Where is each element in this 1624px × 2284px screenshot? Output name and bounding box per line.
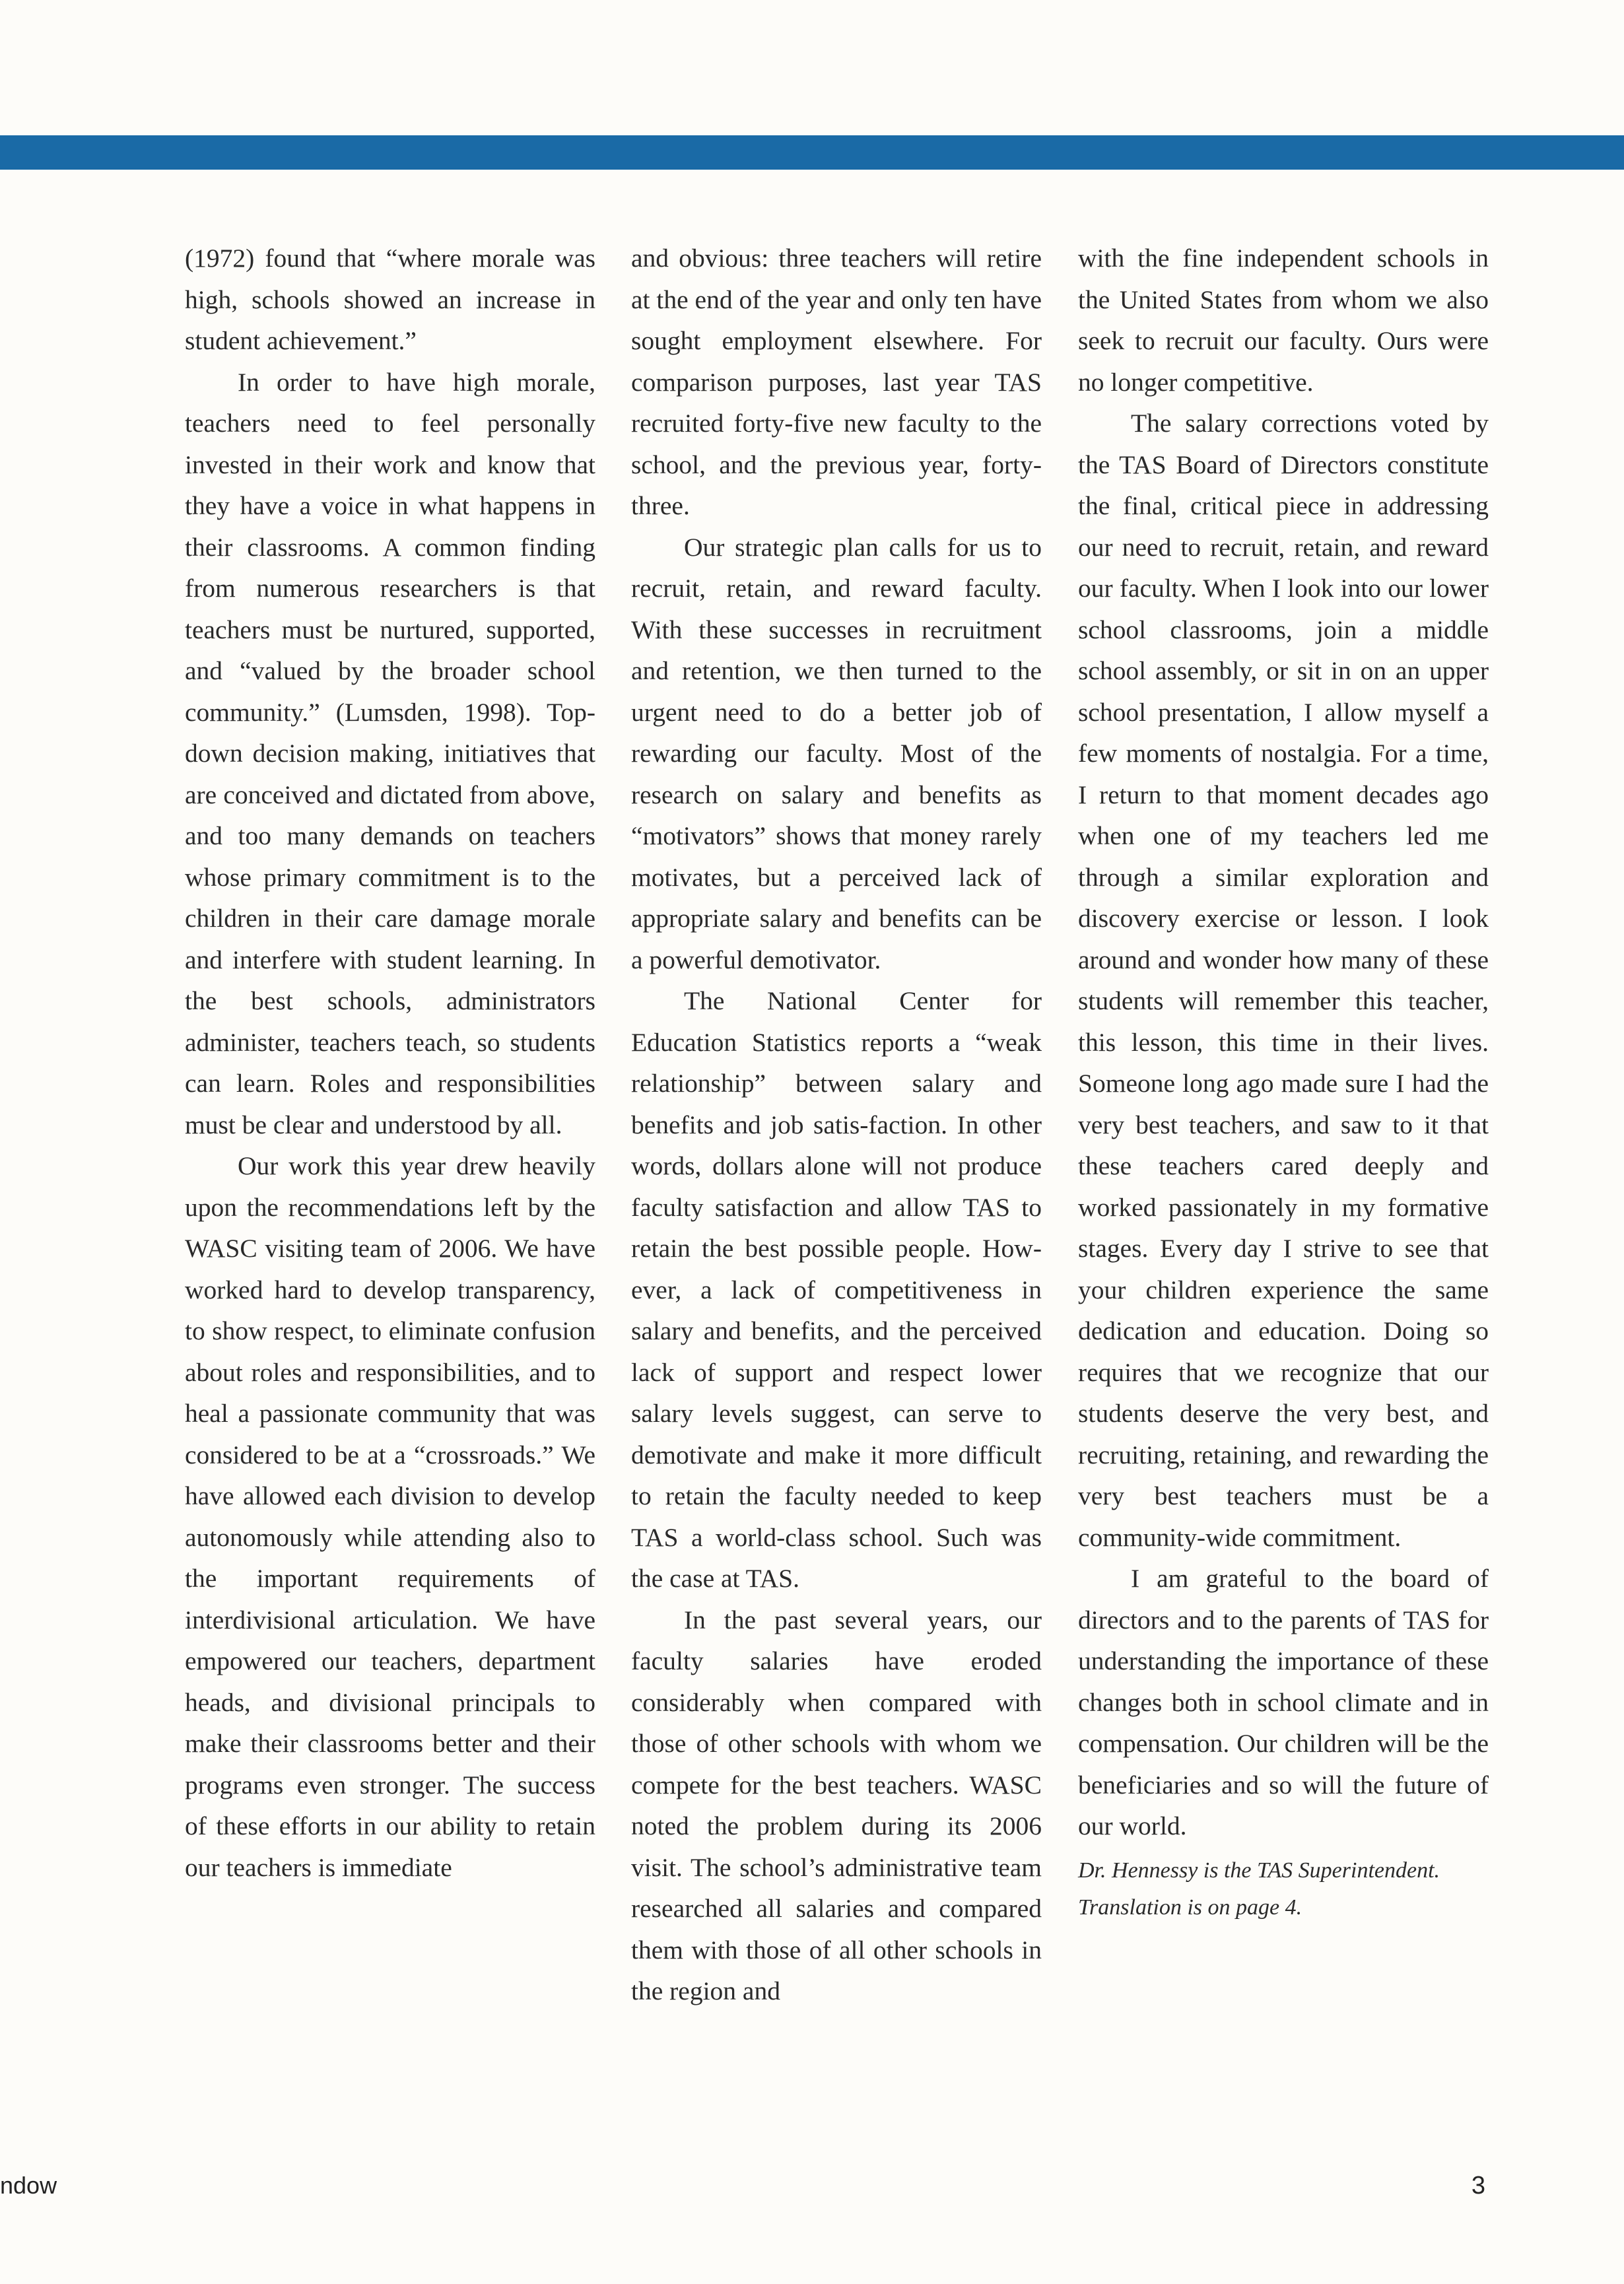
paragraph: with the fine independent schools in the United States from whom we also seek to recruit our faculty. Ours were no longer competitive. [1078, 244, 1489, 397]
paragraph: Our strategic plan calls for us to recruit, retain, and reward faculty. With these successes in recruitment and retention, we then turned to the urgent need to do a better job of rewarding our faculty. Most of the research on salary and benefits as “motivators” shows that money rarely motivates, but a perceived lack of appropriate salary and benefits can be a powerful demotivator. [631, 532, 1042, 974]
footer-publication-fragment: ndow [0, 2172, 57, 2199]
text-column-1 [185, 238, 595, 1888]
paragraph: In order to have high morale, teachers need to feel personally invested in their work and know that they have a voice in what happens in their classrooms. A common finding from numerous researchers is that teachers must be nurtured, supported, and “valued by the broader school community.” (Lumsden, 1998). Top-down decision making, initiatives that are conceived and dictated from above, and too many demands on teachers whose primary commitment is to the children in their care damage morale and interfere with student learning. In the best schools, administrators administer, teachers teach, so students can learn. Roles and responsibilities must be clear and understood by all. [185, 367, 595, 1139]
paragraph: In the past several years, our faculty salaries have eroded considerably when compared with those of other schools with whom we compete for the best teachers. WASC noted the problem during its 2006 visit. The school’s administrative team researched all salaries and compared them with those of all other schools in the region and [631, 1605, 1042, 2005]
paragraph: I am grateful to the board of directors and to the parents of TAS for understanding the importance of these changes both in school climate and in compensation. Our children will be the beneficiaries and so will the future of our world. [1078, 1564, 1489, 1840]
top-color-band [0, 135, 1624, 170]
paragraph: and obvious: three teachers will retire at the end of the year and only ten have sought employment elsewhere. For comparison purposes, last year TAS recruited forty-five new faculty to the school, and the previous year, forty-three. [631, 244, 1042, 520]
page-number: 3 [1471, 2172, 1485, 2200]
text-column-3 [1078, 238, 1489, 1926]
paragraph: The National Center for Education Statistics reports a “weak relationship” between salary and benefits and job satis-faction. In other words, dollars alone will not produce faculty satisfaction and allow TAS to retain the best possible people. How-ever, a lack of competitiveness in salary and benefits, and the perceived lack of support and respect lower salary levels suggest, can serve to demotivate and make it more difficult to retain the faculty needed to keep TAS a world-class school. Such was the case at TAS. [631, 986, 1042, 1593]
paragraph: The salary corrections voted by the TAS Board of Directors constitute the final, critical piece in addressing our need to recruit, retain, and reward our faculty. When I look into our lower school classrooms, join a middle school assembly, or sit in on an upper school presentation, I allow myself a few moments of nostalgia. For a time, I return to that moment decades ago when one of my teachers led me through a similar exploration and discovery exercise or lesson. I look around and wonder how many of these students will remember this teacher, this lesson, this time in their lives. Someone long ago made sure I had the very best teachers, and saw to it that these teachers cared deeply and worked passionately in my formative stages. Every day I strive to see that your children experience the same dedication and education. Doing so requires that we recognize that our students deserve the very best, and recruiting, retaining, and rewarding the very best teachers must be a community-wide commitment. [1078, 409, 1489, 1552]
text-column-2 [631, 238, 1042, 2012]
paragraph: Our work this year drew heavily upon the recommendations left by the WASC visiting team of 2006. We have worked hard to develop transparency, to show respect, to eliminate confusion about roles and responsibilities, and to heal a passionate community that was considered to be at a “crossroads.” We have allowed each division to develop autonomously while attending also to the important requirements of interdivisional articulation. We have empowered our teachers, department heads, and divisional principals to make their classrooms better and their programs even stronger. The success of these efforts in our ability to retain our teachers is immediate [185, 1151, 595, 1882]
byline-author: Dr. Hennessy is the TAS Superintendent. [1078, 1858, 1440, 1883]
byline-translation-note: Translation is on page 4. [1078, 1895, 1303, 1920]
author-byline [1078, 1852, 1489, 1926]
paragraph: (1972) found that “where morale was high, schools showed an increase in student achievement.” [185, 244, 595, 355]
